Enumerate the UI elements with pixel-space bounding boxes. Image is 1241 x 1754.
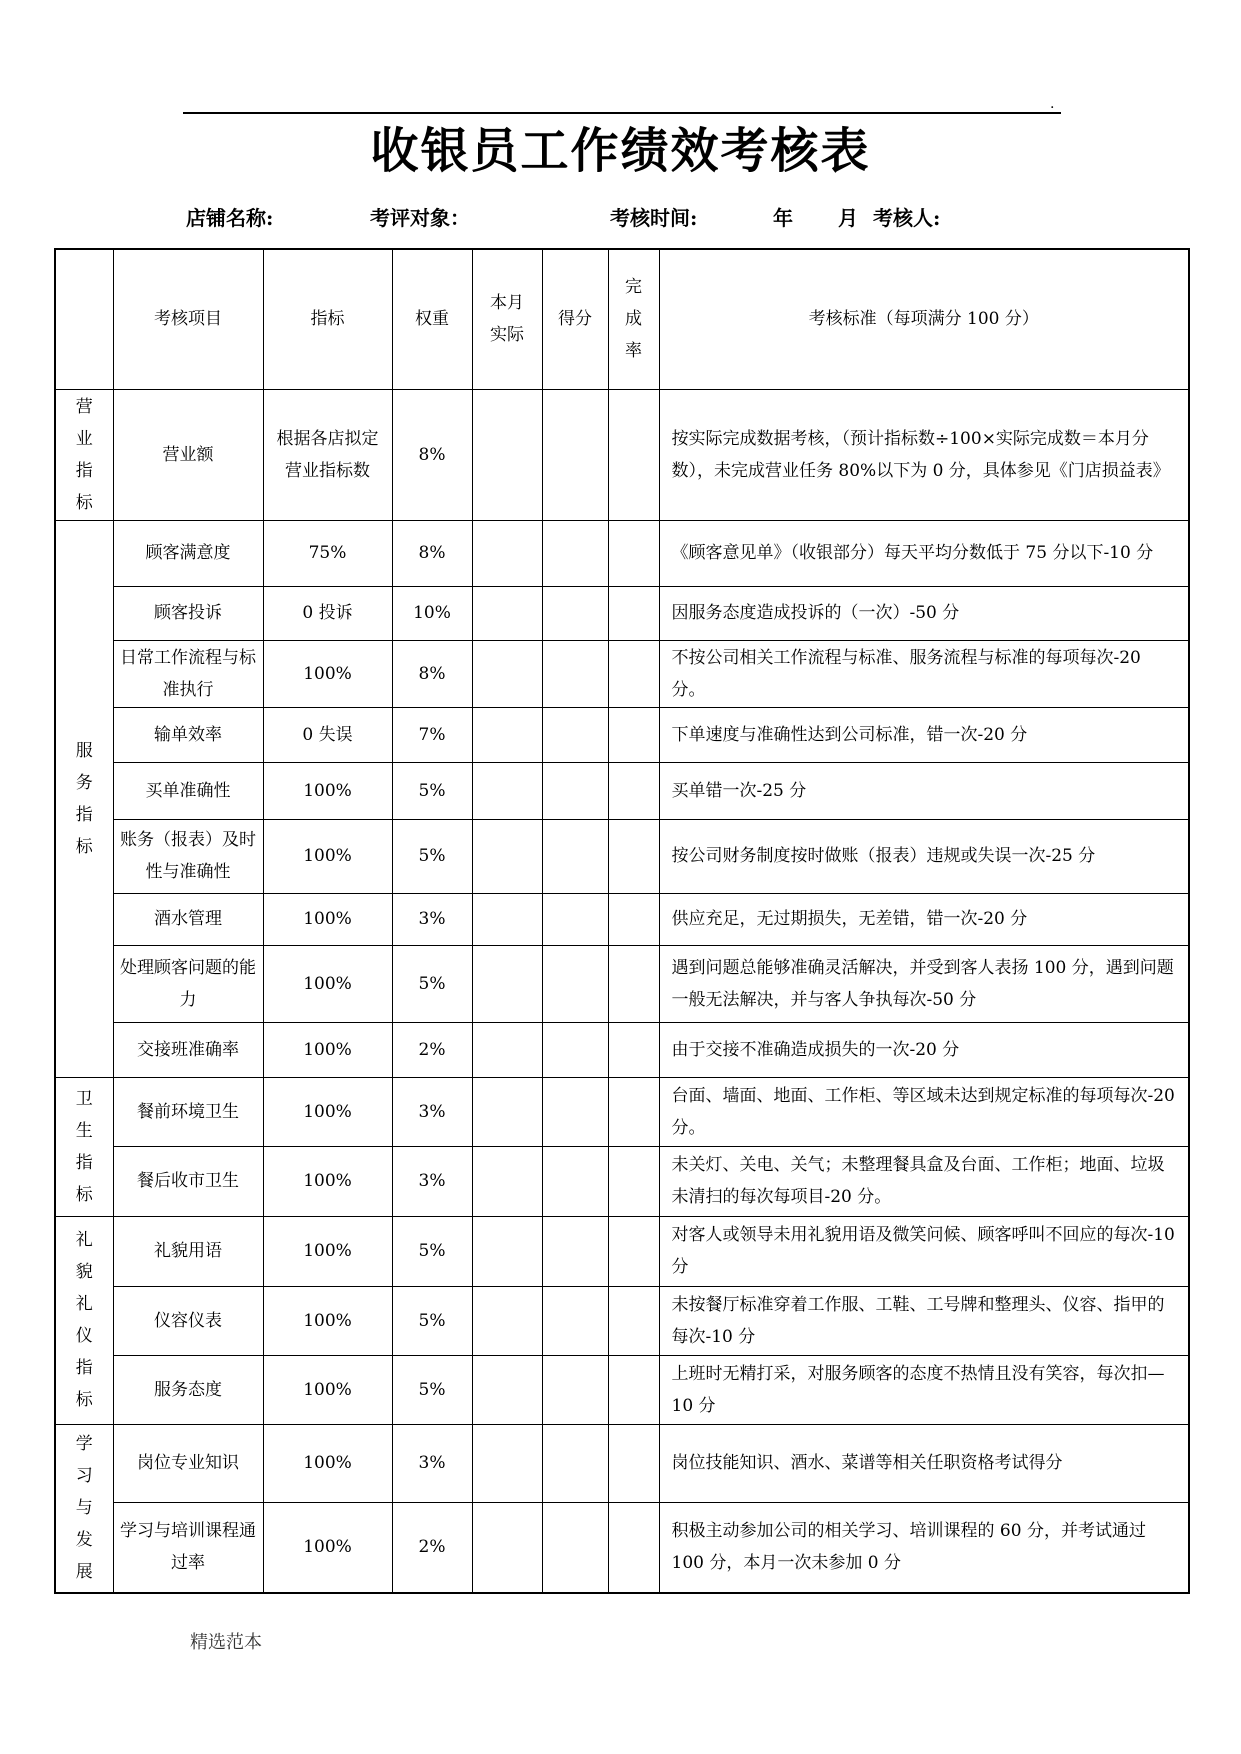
- weight-cell: 5%: [392, 1286, 472, 1355]
- actual-cell: [472, 389, 542, 520]
- target-cell: 100%: [263, 640, 392, 707]
- table-row: [55, 389, 1189, 520]
- category-cell: [55, 389, 113, 520]
- weight-cell: 2%: [392, 1502, 472, 1593]
- score-cell: [542, 520, 608, 586]
- table-row: [55, 1502, 1189, 1593]
- header-actual-text: 本月实际: [489, 293, 524, 346]
- category-label: 礼貌礼仪指标: [75, 1230, 93, 1410]
- rate-cell: [608, 945, 659, 1022]
- evaluation-target-label: 考评对象：: [370, 206, 470, 230]
- actual-cell: [472, 586, 542, 640]
- item-cell: 账务（报表）及时性与准确性: [113, 819, 263, 893]
- score-cell: [542, 707, 608, 762]
- target-cell: 75%: [263, 520, 392, 586]
- score-cell: [542, 1286, 608, 1355]
- actual-cell: [472, 520, 542, 586]
- category-label: 卫生指标: [75, 1088, 93, 1205]
- category-cell: [55, 1077, 113, 1216]
- score-cell: [542, 893, 608, 945]
- actual-cell: [472, 707, 542, 762]
- actual-cell: [472, 819, 542, 893]
- target-cell: 0 投诉: [263, 586, 392, 640]
- table-row: [55, 1077, 1189, 1146]
- weight-cell: 5%: [392, 1355, 472, 1424]
- item-cell: 餐前环境卫生: [113, 1077, 263, 1146]
- weight-cell: 5%: [392, 762, 472, 819]
- target-cell: 100%: [263, 1216, 392, 1286]
- rate-cell: [608, 1077, 659, 1146]
- category-cell: [55, 520, 113, 1077]
- header-weight: 权重: [392, 249, 472, 389]
- target-cell: 100%: [263, 1146, 392, 1216]
- table-row: [55, 1146, 1189, 1216]
- actual-cell: [472, 1424, 542, 1502]
- header-target: 指标: [263, 249, 392, 389]
- target-cell: 0 失误: [263, 707, 392, 762]
- table-row: [55, 1286, 1189, 1355]
- assessor-label: 考核人:: [873, 206, 941, 230]
- weight-cell: 3%: [392, 1077, 472, 1146]
- target-cell: 100%: [263, 893, 392, 945]
- standard-cell: 按公司财务制度按时做账（报表）违规或失误一次-25 分: [659, 819, 1189, 893]
- score-cell: [542, 1146, 608, 1216]
- standard-cell: 《顾客意见单》（收银部分）每天平均分数低于 75 分以下-10 分: [659, 520, 1189, 586]
- actual-cell: [472, 1077, 542, 1146]
- target-cell: 100%: [263, 1286, 392, 1355]
- target-cell: 100%: [263, 762, 392, 819]
- item-cell: 交接班准确率: [113, 1022, 263, 1077]
- score-cell: [542, 1077, 608, 1146]
- category-cell: [55, 1424, 113, 1593]
- table-row: [55, 1022, 1189, 1077]
- target-cell: 100%: [263, 1424, 392, 1502]
- weight-cell: 5%: [392, 945, 472, 1022]
- weight-cell: 10%: [392, 586, 472, 640]
- target-cell: 100%: [263, 1022, 392, 1077]
- table-row: [55, 1216, 1189, 1286]
- item-cell: 输单效率: [113, 707, 263, 762]
- score-cell: [542, 586, 608, 640]
- rate-cell: [608, 762, 659, 819]
- score-cell: [542, 640, 608, 707]
- standard-cell: 未按餐厅标准穿着工作服、工鞋、工号牌和整理头、仪容、指甲的每次-10 分: [659, 1286, 1189, 1355]
- standard-cell: 对客人或领导未用礼貌用语及微笑问候、顾客呼叫不回应的每次-10 分: [659, 1216, 1189, 1286]
- item-cell: 仪容仪表: [113, 1286, 263, 1355]
- table-row: [55, 819, 1189, 893]
- rate-cell: [608, 586, 659, 640]
- header-score: 得分: [542, 249, 608, 389]
- target-cell: 100%: [263, 1077, 392, 1146]
- table-row: [55, 945, 1189, 1022]
- item-cell: 服务态度: [113, 1355, 263, 1424]
- footer-note: 精选范本: [190, 1632, 262, 1653]
- standard-cell: 不按公司相关工作流程与标准、服务流程与标准的每项每次-20 分。: [659, 640, 1189, 707]
- standard-cell: 遇到问题总能够准确灵活解决，并受到客人表扬 100 分，遇到问题一般无法解决，并与客人争执每次-50 分: [659, 945, 1189, 1022]
- weight-cell: 8%: [392, 520, 472, 586]
- score-cell: [542, 389, 608, 520]
- weight-cell: 5%: [392, 819, 472, 893]
- header-standard: 考核标准（每项满分 100 分）: [659, 249, 1189, 389]
- actual-cell: [472, 1502, 542, 1593]
- rate-cell: [608, 1286, 659, 1355]
- item-cell: 岗位专业知识: [113, 1424, 263, 1502]
- rate-cell: [608, 1424, 659, 1502]
- rate-cell: [608, 1216, 659, 1286]
- weight-cell: 8%: [392, 389, 472, 520]
- month-label: 月: [838, 206, 858, 230]
- actual-cell: [472, 640, 542, 707]
- standard-cell: 买单错一次-25 分: [659, 762, 1189, 819]
- weight-cell: 3%: [392, 893, 472, 945]
- header-category: [55, 249, 113, 389]
- rate-cell: [608, 1502, 659, 1593]
- actual-cell: [472, 1022, 542, 1077]
- header-row: [55, 249, 1189, 389]
- category-label: 学习与发展: [75, 1434, 93, 1583]
- score-cell: [542, 1216, 608, 1286]
- actual-cell: [472, 762, 542, 819]
- item-cell: 顾客投诉: [113, 586, 263, 640]
- actual-cell: [472, 1146, 542, 1216]
- score-cell: [542, 1355, 608, 1424]
- rate-cell: [608, 893, 659, 945]
- score-cell: [542, 819, 608, 893]
- rate-cell: [608, 819, 659, 893]
- score-cell: [542, 1424, 608, 1502]
- target-cell: 100%: [263, 1502, 392, 1593]
- assessment-table: [54, 248, 1190, 1594]
- table-row: [55, 707, 1189, 762]
- item-cell: 顾客满意度: [113, 520, 263, 586]
- item-cell: 买单准确性: [113, 762, 263, 819]
- item-cell: 营业额: [113, 389, 263, 520]
- target-cell: 根据各店拟定营业指标数: [263, 389, 392, 520]
- header-item: 考核项目: [113, 249, 263, 389]
- actual-cell: [472, 893, 542, 945]
- header-rule: [183, 112, 1061, 114]
- assessment-time-label: 考核时间:: [610, 206, 698, 230]
- rate-cell: [608, 1355, 659, 1424]
- standard-cell: 未关灯、关电、关气；未整理餐具盒及台面、工作柜；地面、垃圾未清扫的每次每项目-20 分。: [659, 1146, 1189, 1216]
- standard-cell: 按实际完成数据考核，（预计指标数÷100×实际完成数＝本月分数），未完成营业任务 80%以下为 0 分，具体参见《门店损益表》: [659, 389, 1189, 520]
- standard-cell: 下单速度与准确性达到公司标准，错一次-20 分: [659, 707, 1189, 762]
- weight-cell: 7%: [392, 707, 472, 762]
- weight-cell: 3%: [392, 1146, 472, 1216]
- score-cell: [542, 1022, 608, 1077]
- rate-cell: [608, 707, 659, 762]
- standard-cell: 积极主动参加公司的相关学习、培训课程的 60 分，并考试通过 100 分，本月一次未参加 0 分: [659, 1502, 1189, 1593]
- target-cell: 100%: [263, 819, 392, 893]
- score-cell: [542, 1502, 608, 1593]
- item-cell: 礼貌用语: [113, 1216, 263, 1286]
- weight-cell: 5%: [392, 1216, 472, 1286]
- table-row: [55, 1424, 1189, 1502]
- actual-cell: [472, 1216, 542, 1286]
- weight-cell: 3%: [392, 1424, 472, 1502]
- rate-cell: [608, 640, 659, 707]
- target-cell: 100%: [263, 1355, 392, 1424]
- header-rate-text: 完成率: [625, 277, 642, 362]
- table-row: [55, 762, 1189, 819]
- rate-cell: [608, 389, 659, 520]
- table-row: [55, 1355, 1189, 1424]
- standard-cell: 由于交接不准确造成损失的一次-20 分: [659, 1022, 1189, 1077]
- standard-cell: 台面、墙面、地面、工作柜、等区域未达到规定标准的每项每次-20 分。: [659, 1077, 1189, 1146]
- table-row: [55, 520, 1189, 586]
- weight-cell: 8%: [392, 640, 472, 707]
- category-label: 服务指标: [75, 740, 93, 857]
- rate-cell: [608, 520, 659, 586]
- item-cell: 酒水管理: [113, 893, 263, 945]
- weight-cell: 2%: [392, 1022, 472, 1077]
- standard-cell: 上班时无精打采，对服务顾客的态度不热情且没有笑容，每次扣—10 分: [659, 1355, 1189, 1424]
- header-rate: [608, 249, 659, 389]
- corner-dot: .: [1050, 96, 1055, 112]
- rate-cell: [608, 1022, 659, 1077]
- rate-cell: [608, 1146, 659, 1216]
- standard-cell: 因服务态度造成投诉的（一次）-50 分: [659, 586, 1189, 640]
- actual-cell: [472, 945, 542, 1022]
- target-cell: 100%: [263, 945, 392, 1022]
- score-cell: [542, 762, 608, 819]
- store-name-label: 店铺名称:: [186, 206, 274, 230]
- category-cell: [55, 1216, 113, 1424]
- table-row: [55, 586, 1189, 640]
- actual-cell: [472, 1355, 542, 1424]
- item-cell: 日常工作流程与标准执行: [113, 640, 263, 707]
- category-label: 营业指标: [75, 396, 93, 513]
- document-title: 收银员工作绩效考核表: [370, 123, 871, 179]
- header-actual: [472, 249, 542, 389]
- table-row: [55, 893, 1189, 945]
- year-label: 年: [773, 206, 793, 230]
- item-cell: 学习与培训课程通过率: [113, 1502, 263, 1593]
- standard-cell: 供应充足，无过期损失，无差错，错一次-20 分: [659, 893, 1189, 945]
- table-row: [55, 640, 1189, 707]
- score-cell: [542, 945, 608, 1022]
- standard-cell: 岗位技能知识、酒水、菜谱等相关任职资格考试得分: [659, 1424, 1189, 1502]
- item-cell: 处理顾客问题的能力: [113, 945, 263, 1022]
- actual-cell: [472, 1286, 542, 1355]
- item-cell: 餐后收市卫生: [113, 1146, 263, 1216]
